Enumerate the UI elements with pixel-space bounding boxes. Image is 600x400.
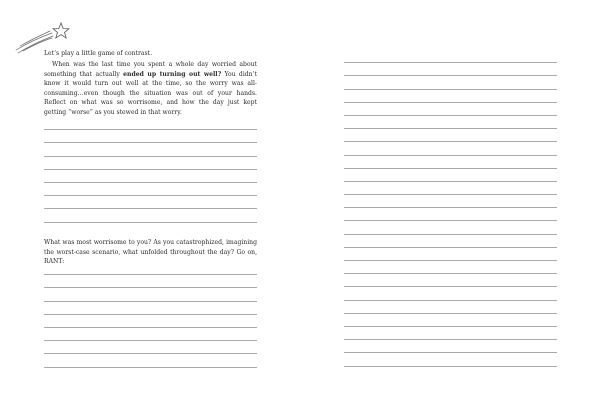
- writing-lines-2[interactable]: [44, 262, 257, 368]
- prompt-1: [44, 60, 257, 118]
- prompt-1-bold: ended up turning out well?: [123, 70, 222, 78]
- writing-lines-right[interactable]: [344, 50, 557, 367]
- prompt-1-before: When was the last time you spent a whole day worried about something that actually: [44, 61, 257, 78]
- right-page: [300, 0, 600, 400]
- prompt-2: What was most worrisome to you? As you catastrophized, imagining the worst-case scenario, what unfolded throughout the day? Go on, RANT:: [44, 239, 257, 266]
- prompt-1-after: You didn’t know it would turn out well at the time, so the worry was all-consuming…even though the situation was out of your hands. Reflect on what was so worrisome, and how the day just kept getting “worse” as you stewed in that worry.: [44, 70, 257, 116]
- intro-text: Let’s play a little game of contrast.: [44, 50, 153, 57]
- writing-lines-1[interactable]: [44, 117, 257, 223]
